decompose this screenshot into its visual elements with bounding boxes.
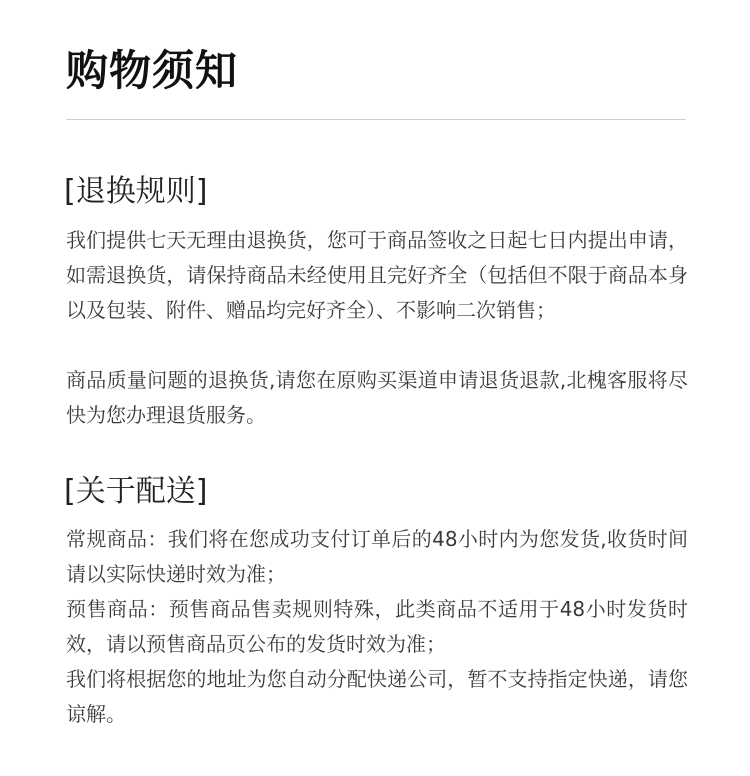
delivery-heading: [关于配送] xyxy=(64,474,208,509)
title-divider xyxy=(66,119,686,120)
quality-issue-text: 商品质量问题的退换货,请您在原购买渠道申请退货退款,北槐客服将尽快为您办理退货服务。 xyxy=(66,368,688,427)
returns-policy-text: 我们提供七天无理由退换货，您可于商品签收之日起七日内提出申请，如需退换货，请保持商品未经使用且完好齐全（包括但不限于商品本身以及包装、附件、赠品均完好齐全）、不影响二次销售； xyxy=(66,228,688,322)
presale-goods-text: 预售商品：预售商品售卖规则特殊，此类商品不适用于48小时发货时效，请以预售商品页公布的发货时效为准； xyxy=(66,597,688,656)
returns-heading: [退换规则] xyxy=(64,174,208,209)
courier-assignment-text: 我们将根据您的地址为您自动分配快递公司，暂不支持指定快递，请您谅解。 xyxy=(66,667,688,726)
page-title: 购物须知 xyxy=(66,46,239,95)
regular-goods-text: 常规商品：我们将在您成功支付订单后的48小时内为您发货,收货时间请以实际快递时效为准； xyxy=(66,527,688,586)
